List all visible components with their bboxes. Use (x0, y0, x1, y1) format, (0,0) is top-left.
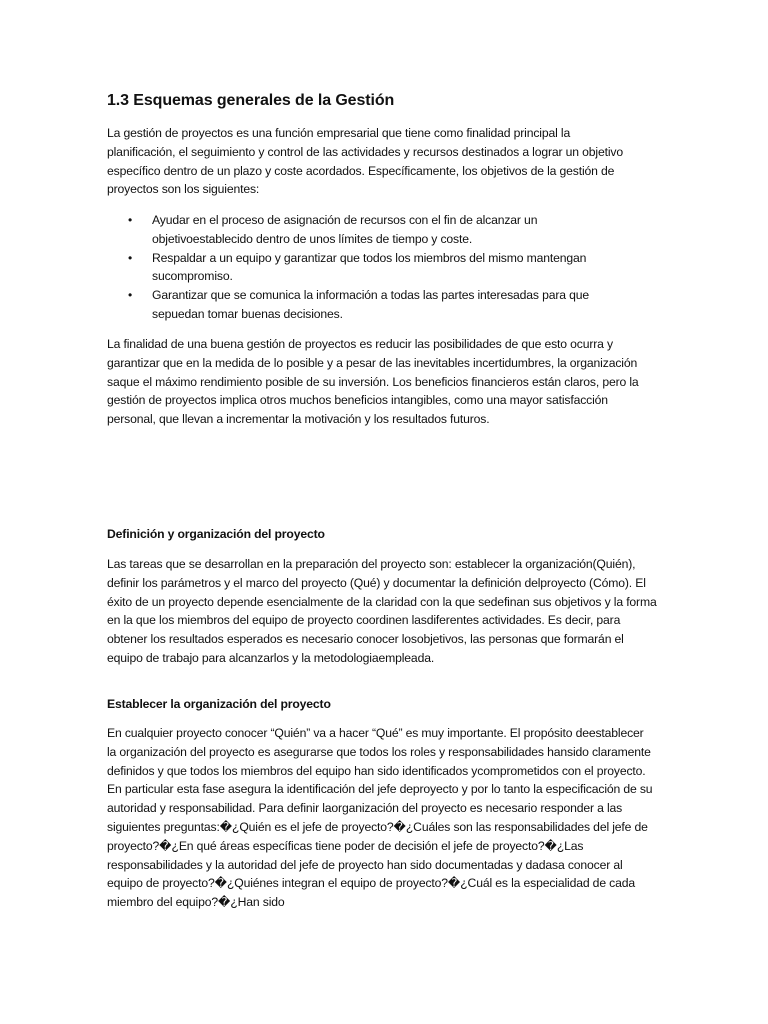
list-item (107, 286, 627, 324)
finalidad-paragraph: La finalidad de una buena gestión de proyectos es reducir las posibilidades de que esto ocurra y garantizar que en la medida de lo posible y a pesar de las inevitables incertidumbres, la organización saque el máximo rendimiento posible de su inversión. Los beneficios financieros están claros, pero la gestión de proyectos implica otros muchos beneficios intangibles, como una mayor satisfacción personal, que llevan a incrementar la motivación y los resultados futuros. (107, 337, 639, 427)
list-item (107, 249, 627, 287)
list-item (107, 211, 627, 249)
list-item-text: Ayudar en el proceso de asignación de recursos con el fin de alcanzar un objetivoestablecido dentro de unos límites de tiempo y coste. (152, 213, 538, 246)
bullet-icon: • (128, 213, 133, 227)
section-title: 1.3 Esquemas generales de la Gestión (107, 92, 395, 109)
document-page (107, 0, 662, 1024)
bullet-icon: • (128, 250, 133, 265)
intro-paragraph: La gestión de proyectos es una función empresarial que tiene como finalidad principal la planificación, el seguimiento y control de las actividades y recursos destinados a lograr un objetivo específico dentro de un plazo y coste acordados. Específicamente, los objetivos de la gestión de proyectos son los siguientes: (107, 126, 623, 197)
establecer-paragraph: En cualquier proyecto conocer “Quién” va a hacer “Qué” es muy importante. El propósito deestablecer la organización del proyecto es asegurarse que todos los roles y responsabilidades hansido claramente definidos y que todos los miembros del equipo han sido identificados ycomprometidos con el proyecto. En particular esta fase asegura la identificación del jefe deproyecto y por lo tanto la especificación de su autoridad y responsabilidad. Para definir laorganización del proyecto es necesario responder a las siguientes preguntas:�¿Quién es el jefe de proyecto?�¿Cuáles son las responsabilidades del jefe de proyecto?�¿En qué áreas específicas tiene poder de decisión el jefe de proyecto?�¿Las responsabilidades y la autoridad del jefe de proyecto han sido documentadas y dadasa conocer al equipo de proyecto?�¿Quiénes integran el equipo de proyecto?�¿Cuál es la especialidad de cada miembro del equipo?�¿Han sido (107, 726, 653, 910)
definicion-heading: Definición y organización del proyecto (107, 527, 325, 541)
list-item-text: Respaldar a un equipo y garantizar que todos los miembros del mismo mantengan sucompromiso. (152, 250, 587, 284)
bullet-icon: • (128, 288, 133, 303)
objectives-list (107, 211, 627, 324)
establecer-heading: Establecer la organización del proyecto (107, 697, 331, 711)
definicion-paragraph: Las tareas que se desarrollan en la preparación del proyecto son: establecer la organización(Quién), definir los parámetros y el marco del proyecto (Qué) y documentar la definición delproyecto (Cómo). El éxito de un proyecto depende esencialmente de la claridad con la que sedefinan sus objetivos y la forma en la que los miembros del equipo de proyecto coordinen lasdiferentes actividades. Es decir, para obtener los resultados esperados es necesario conocer losobjetivos, las personas que formarán el equipo de trabajo para alcanzarlos y la metodologiaempleada. (107, 557, 657, 665)
list-item-text: Garantizar que se comunica la información a todas las partes interesadas para que sepuedan tomar buenas decisiones. (152, 288, 590, 321)
